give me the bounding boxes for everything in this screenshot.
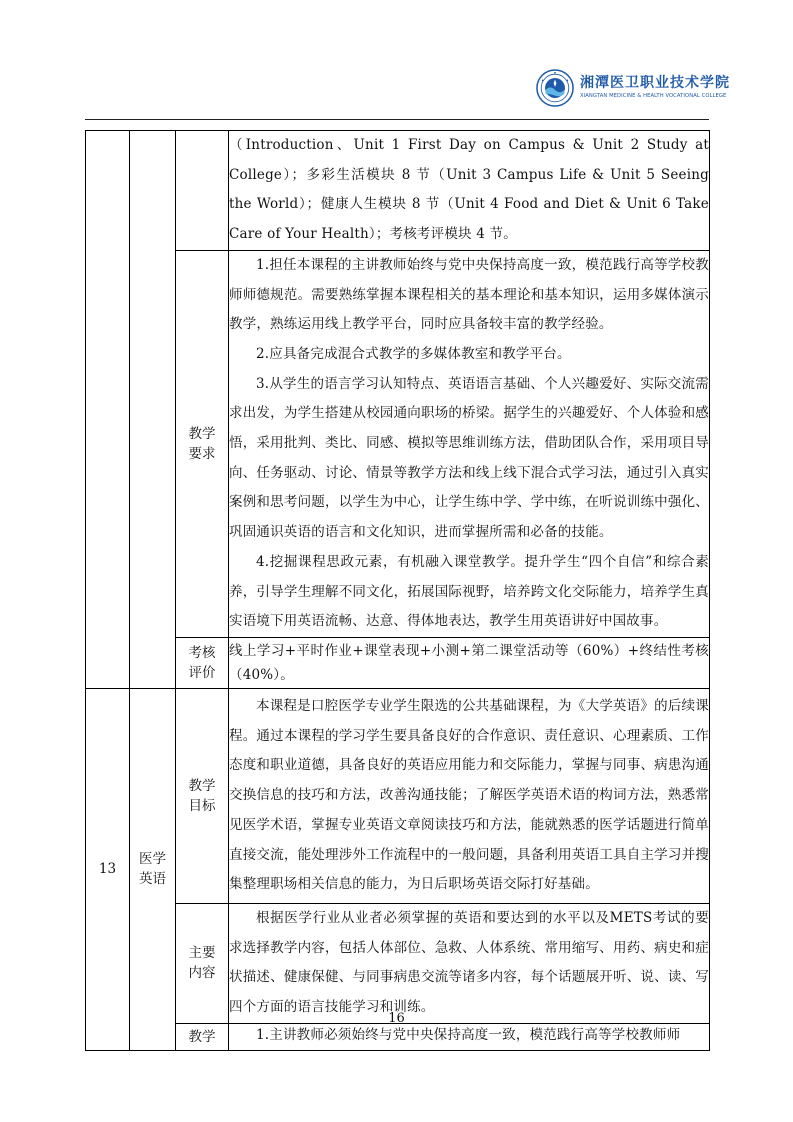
goals-label: 教学 xyxy=(188,777,216,794)
table-row xyxy=(86,903,710,1023)
requirements-paragraph: 1.担任本课程的主讲教师始终与党中央保持高度一致，模范践行高等学校教师师德规范。需要熟练掌握本课程相关的基本理论和基本知识，运用多媒体演示教学，熟练运用线上教学平台，同时应具备较丰富的教学经验。 xyxy=(229,256,709,333)
content-text: 根据医学行业从业者必须掌握的英语和要达到的水平以及METS考试的要求选择教学内容，包括人体部位、急救、人体系统、常用缩写、用药、病史和症状描述、健康保健、与同事病患交流等诸多内容，每个话题展开听、说、读、写四个方面的语言技能学习和训练。 xyxy=(229,909,709,1016)
number-cell xyxy=(86,131,130,689)
course-name-cell xyxy=(130,131,176,689)
table-row xyxy=(86,131,710,251)
course-content-continued: （Introduction、Unit 1 First Day on Campus & Unit 2 Study at College）；多彩生活模块 8 节（Unit 3 Campus Life & Unit 5 Seeing the World）；健康人生模块 8 节（Unit 4 Food and Diet & Unit 6 Take Care of Your Health）；考核考评模块 4 节。 xyxy=(229,137,709,243)
content-cell xyxy=(229,903,710,1023)
college-emblem-icon xyxy=(536,69,574,107)
header-rule xyxy=(85,119,709,120)
content-label: 主要 xyxy=(188,945,216,962)
table-row xyxy=(86,637,710,688)
content-cell xyxy=(229,637,710,688)
table-row xyxy=(86,1023,710,1050)
course-table xyxy=(85,130,710,1051)
content-cell xyxy=(229,250,710,637)
label-cell xyxy=(176,250,229,637)
requirements-label: 教学 xyxy=(188,425,216,442)
content-label: 内容 xyxy=(188,965,216,982)
college-name-en: XIANGTAN MEDICINE & HEALTH VOCATIONAL COLLEGE xyxy=(580,93,727,100)
course-name: 医学 xyxy=(139,851,166,868)
label-cell xyxy=(176,903,229,1023)
assessment-text: 线上学习+平时作业+课堂表现+小测+第二课堂活动等（60%）+终结性考核（40%）。 xyxy=(229,642,709,683)
requirements-label: 教学 xyxy=(188,1028,216,1045)
requirements-paragraph: 4.挖掘课程思政元素，有机融入课堂教学。提升学生“四个自信”和综合素养，引导学生理解不同文化，拓展国际视野，培养跨文化交际能力，培养学生真实语境下用英语流畅、达意、得体地表达，教学生用英语讲好中国故事。 xyxy=(229,553,709,630)
college-logo xyxy=(536,66,730,110)
content-cell xyxy=(229,688,710,903)
label-cell xyxy=(176,688,229,903)
requirements-label: 要求 xyxy=(188,445,216,462)
label-cell xyxy=(176,131,229,251)
content-cell xyxy=(229,1023,710,1050)
content-cell xyxy=(229,131,710,251)
table-row xyxy=(86,688,710,903)
course-name-cell xyxy=(130,688,176,1050)
goals-text: 本课程是口腔医学专业学生限选的公共基础课程，为《大学英语》的后续课程。通过本课程的学习学生要具备良好的合作意识、责任意识、心理素质、工作态度和职业道德，具备良好的英语应用能力和交际能力，掌握与同事、病患沟通交换信息的技巧和方法，改善沟通技能；了解医学英语术语的构词方法，熟悉常见医学术语，掌握专业英语文章阅读技巧和方法，能就熟悉的医学话题进行简单直接交流，能处理涉外工作流程中的一般问题，具备利用英语工具自主学习并搜集整理职场相关信息的能力，为日后职场英语交际打好基础。 xyxy=(229,697,709,893)
college-name-cn: 湘潭医卫职业技术学院 xyxy=(580,75,730,92)
requirements-paragraph: 3.从学生的语言学习认知特点、英语语言基础、个人兴趣爱好、实际交流需求出发，为学生搭建从校园通向职场的桥梁。据学生的兴趣爱好、个人体验和感悟，采用批判、类比、同感、模拟等思维训练方法，借助团队合作，采用项目导向、任务驱动、讨论、情景等教学方法和线上线下混合式学习法，通过引入真实案例和思考问题，以学生为中心，让学生练中学、学中练，在听说训练中强化、巩固通识英语的语言和文化知识，进而掌握所需和必备的技能。 xyxy=(229,375,709,541)
page-number: 16 xyxy=(388,1011,405,1026)
assessment-label: 评价 xyxy=(188,664,216,681)
course-number: 13 xyxy=(98,861,117,878)
number-cell xyxy=(86,688,130,1050)
label-cell xyxy=(176,637,229,688)
table-row xyxy=(86,250,710,637)
requirements-text: 1.主讲教师必须始终与党中央保持高度一致，模范践行高等学校教师师 xyxy=(256,1026,681,1043)
label-cell xyxy=(176,1023,229,1050)
course-name: 英语 xyxy=(139,871,166,888)
assessment-label: 考核 xyxy=(188,644,216,661)
requirements-paragraph: 2.应具备完成混合式教学的多媒体教室和教学平台。 xyxy=(256,345,571,362)
goals-label: 目标 xyxy=(188,797,216,814)
